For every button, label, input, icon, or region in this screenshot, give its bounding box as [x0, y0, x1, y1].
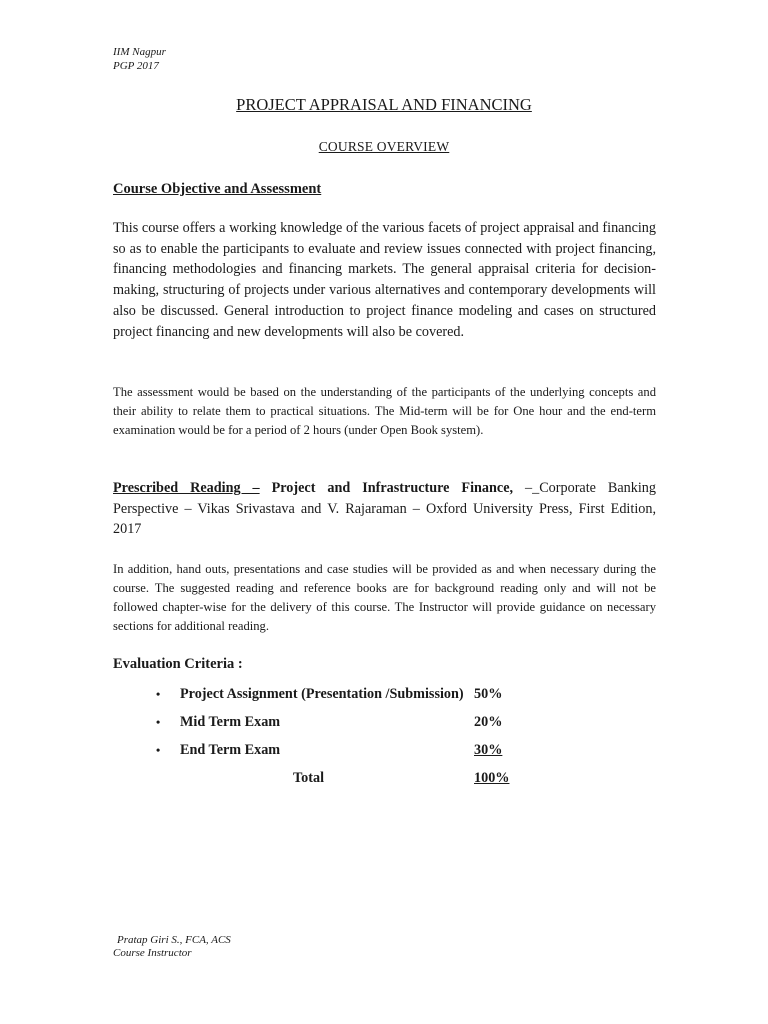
reading-label: Prescribed Reading – — [113, 480, 260, 496]
instructor-name: Pratap Giri S., FCA, ACS — [117, 934, 231, 946]
header-institute: IIM Nagpur — [113, 46, 166, 58]
section-overview-title: COURSE OVERVIEW — [318, 139, 450, 154]
assessment-paragraph: The assessment would be based on the understanding of the participants of the underlying concepts and their ability to relate them to practical situations. The Mid-term will be for One hour and the end-term examination would be for a period of 2 hours (under Open Book system). — [113, 385, 656, 437]
header-program: PGP 2017 — [113, 60, 159, 72]
criteria-weight: 30% — [474, 742, 503, 758]
document-header — [113, 45, 166, 73]
criteria-label: End Term Exam — [180, 742, 281, 758]
criteria-label: Project Assignment (Presentation /Submission) — [180, 686, 464, 702]
signature-block — [113, 934, 231, 960]
criteria-weight: 50% — [474, 686, 503, 702]
page-title: PROJECT APPRAISAL AND FINANCING — [236, 95, 532, 114]
prescribed-reading — [113, 478, 656, 540]
additional-materials-paragraph: In addition, hand outs, presentations and case studies will be provided as and when necessary during the course. The suggested reading and reference books are for background reading only and will not be followed chapter-wise for the delivery of this course. The Instructor will provide guidance on necessary sections for additional reading. — [113, 562, 656, 633]
evaluation-heading: Evaluation Criteria : — [113, 656, 243, 672]
objective-paragraph: This course offers a working knowledge of the various facets of project appraisal and financing so as to enable the participants to evaluate and review issues connected with project financing, financing methodologies and financing markets. The general appraisal criteria for decision-making, structuring of projects under various alternatives and contemporary developments will also be discussed. General introduction to project finance modeling and cases on structured project financing and new developments will also be covered. — [113, 220, 656, 340]
reading-details: –_Corporate Banking Perspective – Vikas Srivastava and V. Rajaraman – Oxford University Press, First Edition, 2017 — [113, 480, 656, 538]
list-item-bullet: • — [156, 715, 161, 729]
list-item-bullet: • — [156, 743, 161, 757]
total-value: 100% — [474, 770, 510, 786]
reading-book-title: Project and Infrastructure Finance, — [271, 480, 514, 496]
criteria-label: Mid Term Exam — [180, 714, 281, 730]
objective-heading: Course Objective and Assessment — [113, 181, 322, 197]
instructor-role: Course Instructor — [113, 947, 192, 959]
total-label: Total — [293, 770, 325, 786]
list-item-bullet: • — [156, 687, 161, 701]
criteria-weight: 20% — [474, 714, 503, 730]
